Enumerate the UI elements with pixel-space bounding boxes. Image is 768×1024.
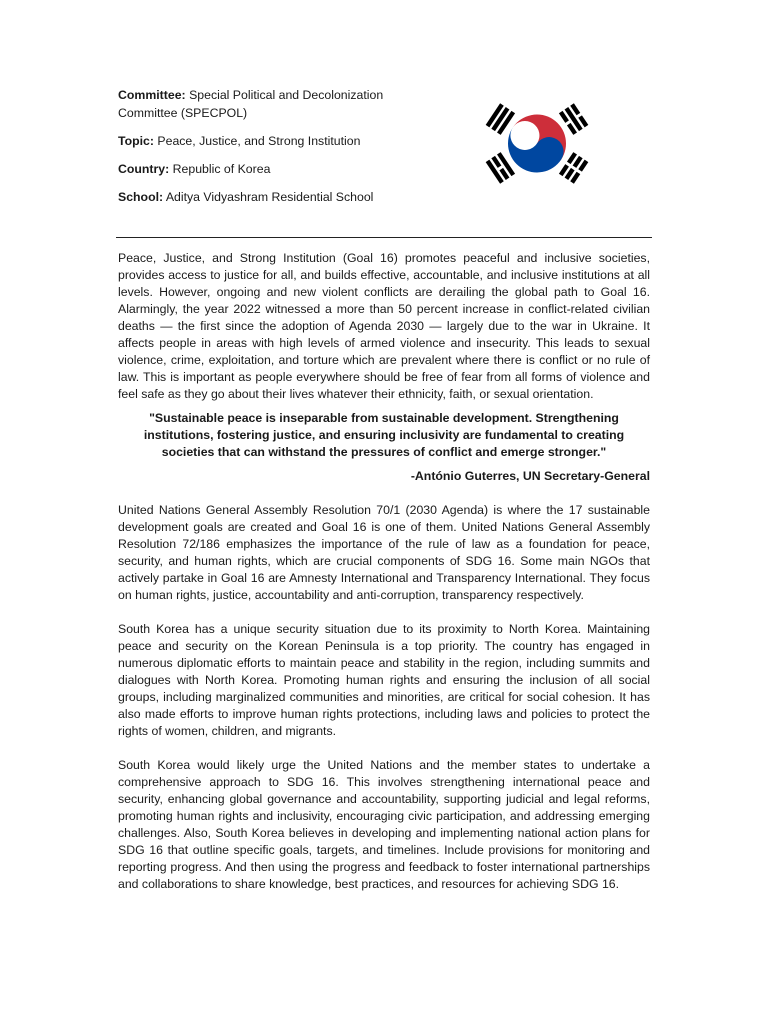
- school-label: School:: [118, 190, 164, 204]
- school-line: [118, 188, 418, 206]
- topic-line: [118, 132, 418, 150]
- position-paper-body: [118, 250, 650, 893]
- country-line: [118, 160, 418, 178]
- topic-value: Peace, Justice, and Strong Institution: [157, 134, 361, 148]
- topic-label: Topic:: [118, 134, 154, 148]
- quote: "Sustainable peace is inseparable from sustainable development. Strengthening institutions, fostering justice, and ensuring inclusivity are fundamental to creating societies that can withstand the pressures of conflict and emerge stronger.": [143, 411, 625, 459]
- paragraph-un-resolutions: United Nations General Assembly Resolution 70/1 (2030 Agenda) is where the 17 sustainable development goals are created and Goal 16 is one of them. United Nations General Assembly Resolution 72/186 emphasizes the importance of the rule of law as a foundation for peace, security, and human rights, which are crucial components of SDG 16. Some main NGOs that actively partake in Goal 16 are Amnesty International and Transparency International. They focus on human rights, justice, accountability and anti-corruption, transparency respectively.: [118, 503, 650, 602]
- country-value: Republic of Korea: [172, 162, 271, 176]
- committee-label: Committee:: [118, 88, 186, 102]
- paragraph-south-korea-security: South Korea has a unique security situation due to its proximity to North Korea. Maintaining peace and security on the Korean Peninsula is a top priority. The country has engaged in numerous diplomatic efforts to maintain peace and stability in the region, including summits and dialogues with North Korea. Promoting human rights and ensuring the inclusion of all social groups, including marginalized communities and minorities, are critical for social cohesion. It has also made efforts to improve human rights protections, including laws and policies to protect the rights of women, children, and migrants.: [118, 622, 650, 738]
- school-value: Aditya Vidyashram Residential School: [165, 190, 374, 204]
- country-label: Country:: [118, 162, 170, 176]
- header-block: [118, 86, 418, 216]
- paragraph-recommendations: South Korea would likely urge the United Nations and the member states to undertake a comprehensive approach to SDG 16. This involves strengthening international peace and security, enhancing global governance and accountability, supporting judicial and legal reforms, promoting human rights and inclusivity, encouraging civic participation, and addressing emerging challenges. Also, South Korea believes in developing and implementing national action plans for SDG 16 that outline specific goals, targets, and timelines. Include provisions for monitoring and reporting progress. And then using the progress and feedback to foster international partnerships and collaborations to share knowledge, best practices, and resources for achieving SDG 16.: [118, 758, 650, 891]
- committee-line: [118, 86, 418, 122]
- committee-value: Special Political and Decolonization Committee (SPECPOL): [118, 88, 384, 120]
- south-korea-flag-icon: [456, 86, 618, 201]
- quote-attribution: -António Guterres, UN Secretary-General: [410, 469, 650, 483]
- header-divider: [116, 237, 652, 238]
- paragraph-intro: Peace, Justice, and Strong Institution (Goal 16) promotes peaceful and inclusive societies, provides access to justice for all, and builds effective, accountable, and inclusive institutions at all levels. However, ongoing and new violent conflicts are derailing the global path to Goal 16. Alarmingly, the year 2022 witnessed a more than 50 percent increase in conflict-related civilian deaths — the first since the adoption of Agenda 2030 — largely due to the war in Ukraine. It affects people in areas with high levels of armed violence and insecurity. This leads to sexual violence, crime, exploitation, and torture which are prevalent where there is conflict or no rule of law. This is important as people everywhere should be free of fear from all forms of violence and feel safe as they go about their lives whatever their ethnicity, faith, or sexual orientation.: [118, 251, 650, 401]
